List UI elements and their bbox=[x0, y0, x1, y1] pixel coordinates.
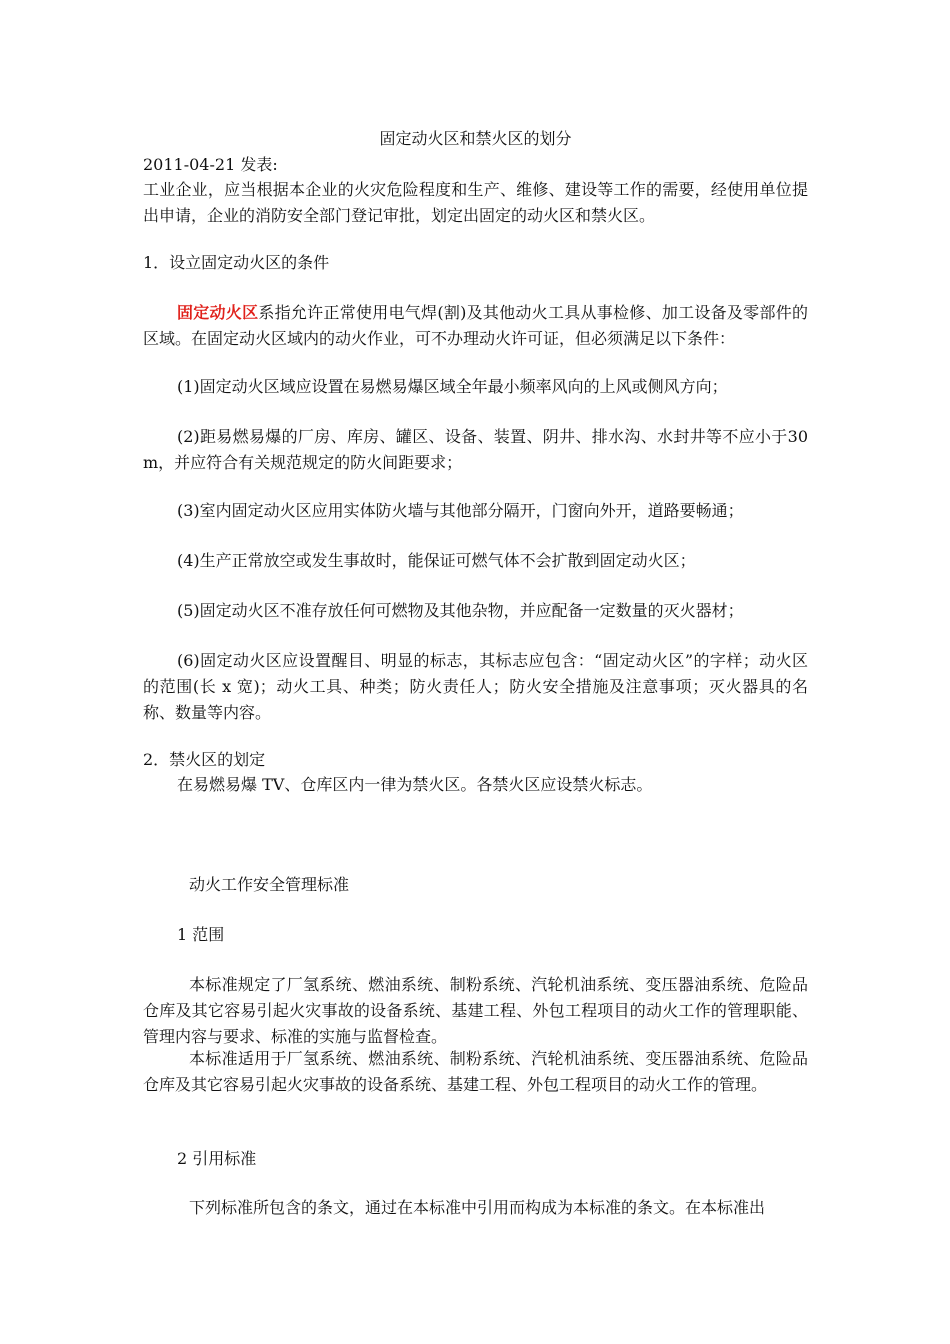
intro-paragraph: 工业企业，应当根据本企业的火灾危险程度和生产、维修、建设等工作的需要，经使用单位提出申请，企业的消防安全部门登记审批，划定出固定的动火区和禁火区。 bbox=[143, 180, 808, 225]
section-1-heading: 1．设立固定动火区的条件 bbox=[143, 253, 330, 272]
standard-title: 动火工作安全管理标准 bbox=[189, 875, 350, 894]
reference-paragraph: 下列标准所包含的条文，通过在本标准中引用而构成为本标准的条文。在本标准出 bbox=[189, 1198, 766, 1217]
publish-date: 2011-04-21 发表: bbox=[143, 155, 278, 174]
section-2-paragraph: 在易燃易爆 TV、仓库区内一律为禁火区。各禁火区应设禁火标志。 bbox=[177, 775, 653, 794]
condition-item: (1)固定动火区域应设置在易燃易爆区域全年最小频率风向的上风或侧风方向； bbox=[177, 377, 728, 396]
highlighted-term: 固定动火区 bbox=[177, 303, 259, 322]
document-title: 固定动火区和禁火区的划分 bbox=[379, 129, 572, 148]
section-2-heading: 2．禁火区的划定 bbox=[143, 750, 266, 769]
condition-item: (6)固定动火区应设置醒目、明显的标志，其标志应包含：“固定动火区”的字样；动火区的范围(长 x 宽)；动火工具、种类；防火责任人；防火安全措施及注意事项；灭火器具的名称、数量等内容。 bbox=[143, 651, 808, 722]
reference-heading: 2 引用标准 bbox=[177, 1149, 257, 1168]
condition-item: (4)生产正常放空或发生事故时，能保证可燃气体不会扩散到固定动火区； bbox=[177, 551, 696, 570]
condition-item: (3)室内固定动火区应用实体防火墙与其他部分隔开，门窗向外开，道路要畅通； bbox=[177, 501, 744, 520]
condition-item: (5)固定动火区不准存放任何可燃物及其他杂物，并应配备一定数量的灭火器材； bbox=[177, 601, 744, 620]
scope-heading: 1 范围 bbox=[177, 925, 225, 944]
scope-paragraph-2: 本标准适用于厂氢系统、燃油系统、制粉系统、汽轮机油系统、变压器油系统、危险品仓库及其它容易引起火灾事故的设备系统、基建工程、外包工程项目的动火工作的管理。 bbox=[143, 1049, 808, 1094]
section-1-body: 系指允许正常使用电气焊(割)及其他动火工具从事检修、加工设备及零部件的区域。在固定动火区域内的动火作业，可不办理动火许可证，但必须满足以下条件： bbox=[143, 303, 808, 348]
section-1-paragraph bbox=[143, 300, 808, 352]
condition-item: (2)距易燃易爆的厂房、库房、罐区、设备、装置、阴井、排水沟、水封井等不应小于30m，并应符合有关规范规定的防火间距要求； bbox=[143, 427, 808, 472]
scope-paragraph-1: 本标准规定了厂氢系统、燃油系统、制粉系统、汽轮机油系统、变压器油系统、危险品仓库及其它容易引起火灾事故的设备系统、基建工程、外包工程项目的动火工作的管理职能、管理内容与要求、标准的实施与监督检查。 bbox=[143, 975, 808, 1046]
